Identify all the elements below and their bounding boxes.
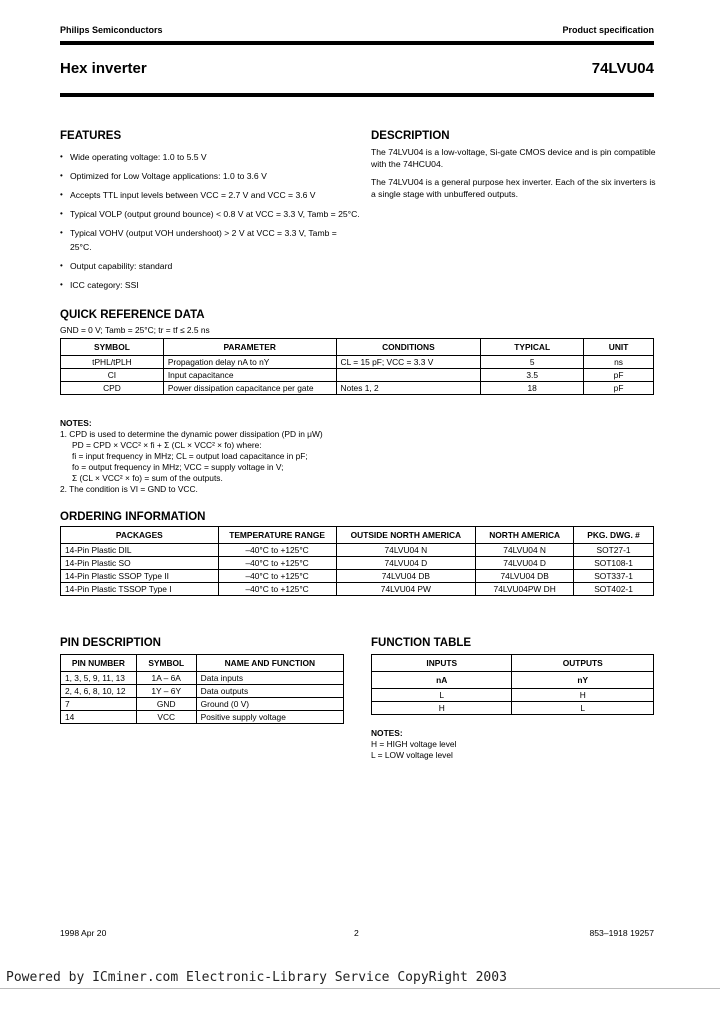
note-line: 2. The condition is VI = GND to VCC. <box>60 484 198 494</box>
note-line: PD = CPD × VCC² × fi + Σ (CL × VCC² × fo) where: <box>72 440 262 450</box>
table-row <box>61 557 654 570</box>
note-line: fo = output frequency in MHz; VCC = supply voltage in V; <box>72 462 284 472</box>
header-rule <box>60 41 654 45</box>
column-header: UNIT <box>584 339 654 356</box>
footer-page-number: 2 <box>354 928 359 938</box>
table-row <box>61 369 654 382</box>
table-cell: 74LVU04 PW <box>336 583 476 596</box>
table-cell: 14-Pin Plastic SSOP Type II <box>61 570 219 583</box>
function-table-heading: FUNCTION TABLE <box>371 637 472 649</box>
table-cell: Input capacitance <box>163 369 336 382</box>
column-header: PKG. DWG. # <box>574 527 654 544</box>
ordering-heading: ORDERING INFORMATION <box>60 511 206 523</box>
table-cell: 14-Pin Plastic DIL <box>61 544 219 557</box>
table-cell: 74LVU04PW DH <box>476 583 574 596</box>
feature-text: Optimized for Low Voltage applications: 1.0 to 3.6 V <box>70 171 267 181</box>
feature-item <box>60 188 360 202</box>
page-title: Hex inverter <box>60 60 147 77</box>
feature-text: Accepts TTL input levels between VCC = 2.7 V and VCC = 3.6 V <box>70 190 316 200</box>
bullet-icon: • <box>60 171 63 180</box>
column-header: SYMBOL <box>136 655 196 672</box>
feature-text: ICC category: SSI <box>70 280 139 290</box>
pin-description-table <box>60 654 344 724</box>
description-heading: DESCRIPTION <box>371 130 450 142</box>
table-cell: 74LVU04 DB <box>336 570 476 583</box>
table-cell: pF <box>584 369 654 382</box>
table-cell: 14 <box>61 711 137 724</box>
table-cell: –40°C to +125°C <box>218 557 336 570</box>
footer-code: 853–1918 19257 <box>589 928 654 938</box>
pin-description-heading: PIN DESCRIPTION <box>60 637 161 649</box>
table-cell: CPD <box>61 382 164 395</box>
table-cell: H <box>372 702 512 715</box>
column-header: NAME AND FUNCTION <box>196 655 343 672</box>
table-cell: Data inputs <box>196 672 343 685</box>
document-type: Product specification <box>562 25 654 35</box>
column-header: CONDITIONS <box>336 339 481 356</box>
note-line: L = LOW voltage level <box>371 750 453 760</box>
table-row <box>61 544 654 557</box>
column-header: TEMPERATURE RANGE <box>218 527 336 544</box>
table-cell: –40°C to +125°C <box>218 583 336 596</box>
table-cell: 1, 3, 5, 9, 11, 13 <box>61 672 137 685</box>
quick-reference-heading: QUICK REFERENCE DATA <box>60 309 205 321</box>
function-table-notes <box>371 728 651 761</box>
notes-heading: NOTES: <box>371 728 403 738</box>
table-cell: Positive supply voltage <box>196 711 343 724</box>
table-row <box>61 382 654 395</box>
group-header: OUTPUTS <box>512 655 654 672</box>
table-cell: 14-Pin Plastic SO <box>61 557 219 570</box>
table-cell: 5 <box>481 356 584 369</box>
note-line: Σ (CL × VCC² × fo) = sum of the outputs. <box>72 473 223 483</box>
table-cell: Propagation delay nA to nY <box>163 356 336 369</box>
table-cell: 1A – 6A <box>136 672 196 685</box>
table-cell: 74LVU04 N <box>476 544 574 557</box>
table-cell: ns <box>584 356 654 369</box>
footer-date: 1998 Apr 20 <box>60 928 107 938</box>
table-cell: CL = 15 pF; VCC = 3.3 V <box>336 356 481 369</box>
table-cell: 74LVU04 N <box>336 544 476 557</box>
table-cell: SOT402-1 <box>574 583 654 596</box>
feature-item <box>60 278 360 292</box>
table-cell: CI <box>61 369 164 382</box>
feature-item <box>60 226 360 254</box>
column-header: nA <box>372 672 512 689</box>
description-paragraph: The 74LVU04 is a low-voltage, Si-gate CMOS device and is pin compatible with the 74HCU04. <box>371 147 656 169</box>
feature-text: Typical VOLP (output ground bounce) < 0.8 V at VCC = 3.3 V, Tamb = 25°C. <box>70 209 360 219</box>
note-line: H = HIGH voltage level <box>371 739 457 749</box>
table-row <box>61 672 344 685</box>
table-cell: 74LVU04 DB <box>476 570 574 583</box>
table-cell: VCC <box>136 711 196 724</box>
table-cell: Ground (0 V) <box>196 698 343 711</box>
bullet-icon: • <box>60 261 63 270</box>
note-line: fi = input frequency in MHz; CL = output load capacitance in pF; <box>72 451 308 461</box>
column-header: OUTSIDE NORTH AMERICA <box>336 527 476 544</box>
feature-text: Wide operating voltage: 1.0 to 5.5 V <box>70 152 207 162</box>
notes-heading: NOTES: <box>60 418 92 428</box>
table-cell: L <box>372 689 512 702</box>
column-header: PACKAGES <box>61 527 219 544</box>
feature-item <box>60 150 360 164</box>
table-row <box>372 702 654 715</box>
bullet-icon: • <box>60 280 63 289</box>
qrd-notes <box>60 418 390 495</box>
note-line: 1. CPD is used to determine the dynamic power dissipation (PD in μW) <box>60 429 323 439</box>
table-cell: 3.5 <box>481 369 584 382</box>
description-text <box>371 146 656 206</box>
column-header: PIN NUMBER <box>61 655 137 672</box>
table-cell: H <box>512 689 654 702</box>
table-cell: pF <box>584 382 654 395</box>
group-header: INPUTS <box>372 655 512 672</box>
table-row <box>61 698 344 711</box>
features-heading: FEATURES <box>60 130 122 142</box>
table-cell: L <box>512 702 654 715</box>
table-cell: 7 <box>61 698 137 711</box>
banner-rule <box>0 988 720 989</box>
quick-reference-conditions: GND = 0 V; Tamb = 25°C; tr = tf ≤ 2.5 ns <box>60 325 210 335</box>
ordering-table <box>60 526 654 596</box>
column-header: TYPICAL <box>481 339 584 356</box>
column-header: PARAMETER <box>163 339 336 356</box>
table-cell: –40°C to +125°C <box>218 570 336 583</box>
table-row <box>372 689 654 702</box>
table-cell: 1Y – 6Y <box>136 685 196 698</box>
table-cell: 18 <box>481 382 584 395</box>
feature-text: Output capability: standard <box>70 261 173 271</box>
table-row <box>61 356 654 369</box>
table-cell: 2, 4, 6, 8, 10, 12 <box>61 685 137 698</box>
feature-item <box>60 259 360 273</box>
title-rule <box>60 93 654 97</box>
table-row <box>61 685 344 698</box>
features-list <box>60 150 360 297</box>
table-cell <box>336 369 481 382</box>
part-number: 74LVU04 <box>591 60 654 77</box>
table-cell: SOT27-1 <box>574 544 654 557</box>
bullet-icon: • <box>60 228 63 237</box>
bullet-icon: • <box>60 152 63 161</box>
feature-item <box>60 169 360 183</box>
table-row <box>61 711 344 724</box>
column-header: nY <box>512 672 654 689</box>
table-cell: 74LVU04 D <box>476 557 574 570</box>
bullet-icon: • <box>60 190 63 199</box>
quick-reference-table <box>60 338 654 395</box>
table-row <box>61 583 654 596</box>
table-cell: 74LVU04 D <box>336 557 476 570</box>
feature-text: Typical VOHV (output VOH undershoot) > 2 V at VCC = 3.3 V, Tamb = 25°C. <box>70 228 337 252</box>
table-cell: Data outputs <box>196 685 343 698</box>
company-name: Philips Semiconductors <box>60 25 163 35</box>
column-header: NORTH AMERICA <box>476 527 574 544</box>
feature-item <box>60 207 360 221</box>
function-table <box>371 654 654 715</box>
table-cell: Power dissipation capacitance per gate <box>163 382 336 395</box>
column-header: SYMBOL <box>61 339 164 356</box>
table-cell: –40°C to +125°C <box>218 544 336 557</box>
description-paragraph: The 74LVU04 is a general purpose hex inverter. Each of the six inverters is a single stage with unbuffered outputs. <box>371 177 656 199</box>
table-row <box>61 570 654 583</box>
table-cell: tPHL/tPLH <box>61 356 164 369</box>
table-cell: GND <box>136 698 196 711</box>
table-cell: Notes 1, 2 <box>336 382 481 395</box>
table-cell: 14-Pin Plastic TSSOP Type I <box>61 583 219 596</box>
table-cell: SOT108-1 <box>574 557 654 570</box>
table-cell: SOT337-1 <box>574 570 654 583</box>
bullet-icon: • <box>60 209 63 218</box>
copyright-banner: Powered by ICminer.com Electronic-Library Service CopyRight 2003 <box>6 970 507 985</box>
